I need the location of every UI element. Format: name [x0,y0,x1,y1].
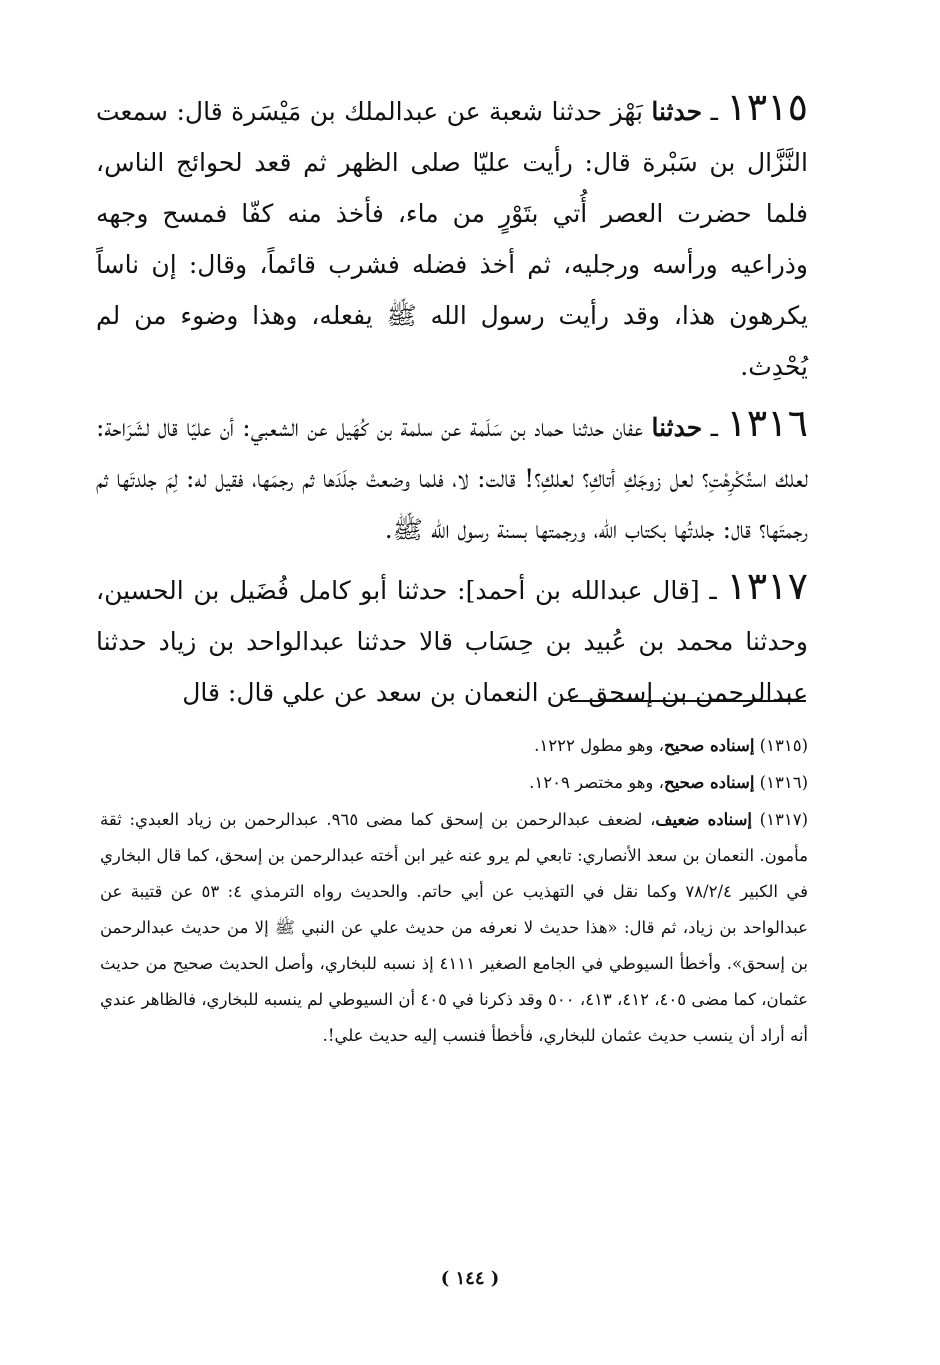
footnote-text: ، وهو مطول ١٢٢٢. [534,736,664,755]
hadith-body: عفان حدثنا حماد بن سَلَمة عن سلمة بن كُهَيل عن الشعبي: أن عليّا قال لشَرَاحة: لعلك استُكْرِهْتِ؟ لعل زوجَكِ أتاكِ؟ لعلكِ؟! قالت: لا، فلما وضعتْ جلَدَها ثم رجمَها، فقيل له: لِمَ جلدتَها ثم رجمتَها؟ قال: جلدتُها بكتاب الله، ورجمتها بسنة رسول الله ﷺ. [96,413,808,544]
hadith-lead-word: حدثنا [651,97,703,126]
hadith-lead-word: حدثنا [651,413,703,442]
hadith-number: ١٣١٧ [726,564,808,608]
footnote-ref: (١٣١٦) [759,773,808,792]
footnotes-block [100,728,808,1055]
footnote-divider [570,700,806,702]
footnote-ref: (١٣١٥) [759,736,808,755]
hadith-1317 [96,561,808,718]
hadith-1315 [96,82,808,392]
footnote-grade: إسناده صحيح [663,773,755,792]
hadith-dash: ـ [699,576,727,605]
footnote-1315 [100,728,808,764]
hadith-number: ١٣١٦ [726,401,808,445]
hadith-body: [قال عبدالله بن أحمد]: حدثنا أبو كامل فُضَيل بن الحسين، وحدثنا محمد بن عُبيد بن حِسَاب قالا حدثنا عبدالواحد بن زياد حدثنا عبدالرحمن بن إسحق عن النعمان بن سعد عن علي قال: قال [96,576,808,707]
footnote-1316 [100,765,808,801]
footnote-text: ، لضعف عبدالرحمن بن إسحق كما مضى ٩٦٥. عبدالرحمن بن زياد العبدي: ثقة مأمون. النعمان بن سعد الأنصاري: تابعي لم يرو عنه غير ابن أخته عبدالرحمن بن إسحق، كما قال البخاري في الكبير ٧٨/٢/٤ وكما نقل في التهذيب عن أبي حاتم. والحديث رواه الترمذي ٤: ٥٣ عن قتيبة عن عبدالواحد بن زياد، ثم قال: «هذا حديث لا نعرفه من حديث علي عن النبي ﷺ إلا من حديث عبدالرحمن بن إسحق». وأخطأ السيوطي في الجامع الصغير ٤١١١ إذ نسبه للبخاري، وأصل الحديث صحيح من حديث عثمان، كما مضى ٤٠٥، ٤١٢، ٤١٣، ٥٠٠ وقد ذكرنا في ٤٠٥ أن السيوطي لم ينسبه للبخاري، فالظاهر عندي أنه أراد أن ينسب حديث عثمان للبخاري، فأخطأ فنسب إليه حديث علي!. [100,810,809,1045]
hadith-text-block [96,82,808,724]
hadith-number: ١٣١٥ [726,85,809,129]
hadith-body: بَهْز حدثنا شعبة عن عبدالملك بن مَيْسَرة قال: سمعت النَّزَّال بن سَبْرة قال: رأيت عليّا صلى الظهر ثم قعد لحوائج الناس، فلما حضرت العصر أُتي بتَوْرٍ من ماء، فأخذ منه كفّا فمسح وجهه وذراعيه ورأسه ورجليه، ثم أخذ فضله فشرب قائماً، وقال: إن ناساً يكرهون هذا، وقد رأيت رسول الله ﷺ يفعله، وهذا وضوء من لم يُحْدِث. [96,97,808,381]
footnote-ref: (١٣١٧) [759,810,808,829]
footnote-1317 [100,802,808,1054]
hadith-dash: ـ [702,413,727,442]
footnote-grade: إسناده صحيح [663,736,755,755]
page-number: ( ١٤٤ ) [440,1268,500,1289]
hadith-1316 [96,398,808,555]
footnote-text: ، وهو مختصر ١٢٠٩. [529,773,664,792]
footnote-grade: إسناده ضعيف [655,810,752,829]
hadith-dash: ـ [702,97,727,126]
